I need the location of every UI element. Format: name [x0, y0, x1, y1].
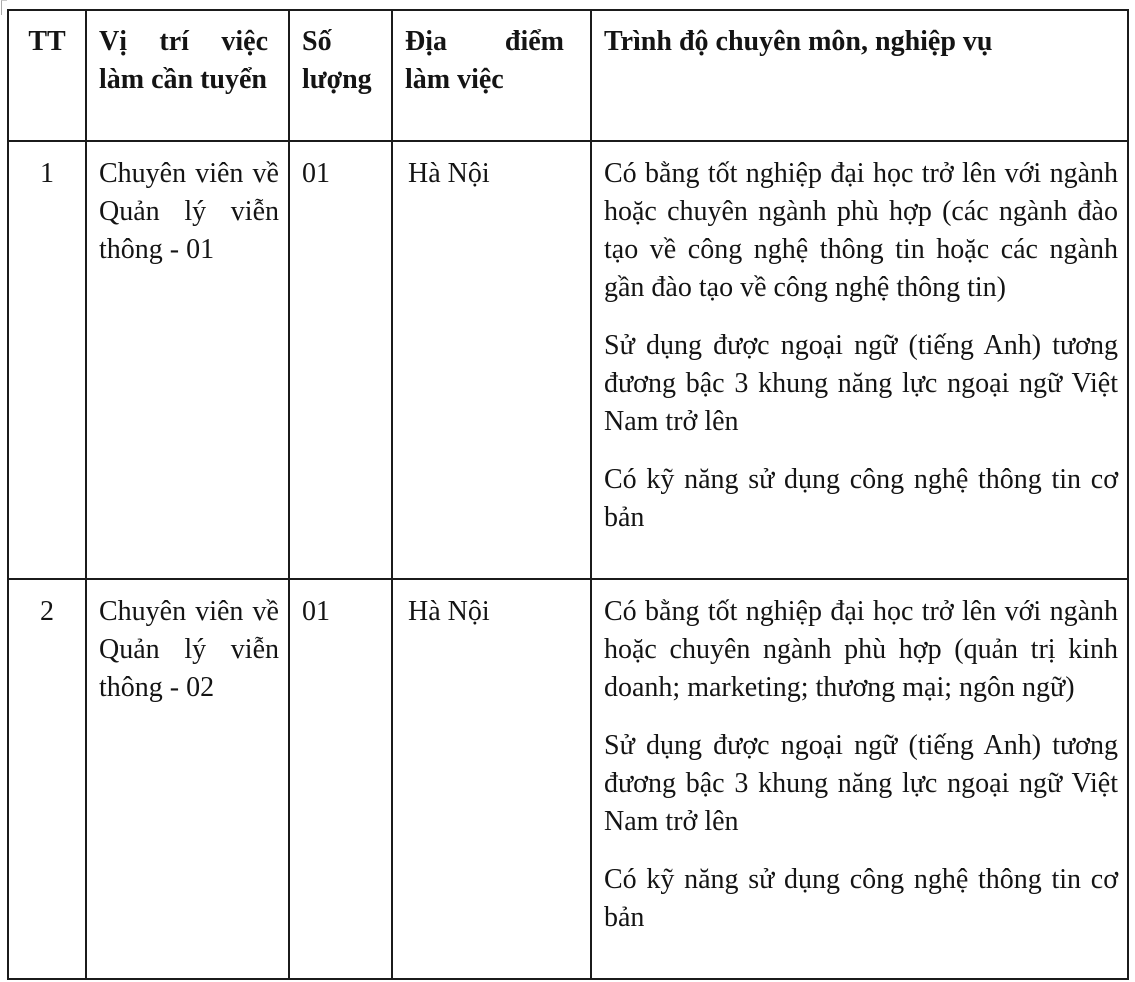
- header-requirements: Trình độ chuyên môn, nghiệp vụ: [591, 10, 1128, 141]
- cell-tt: 2: [8, 579, 86, 979]
- header-location: Địa điểm làm việc: [392, 10, 591, 141]
- recruitment-table: [7, 9, 1129, 980]
- cell-requirements: [591, 579, 1128, 979]
- requirement-paragraph: Sử dụng được ngoại ngữ (tiếng Anh) tương đương bậc 3 khung năng lực ngoại ngữ Việt Nam trở lên: [604, 330, 1118, 437]
- header-tt: TT: [8, 10, 86, 141]
- cell-tt: 1: [8, 141, 86, 579]
- table-row: [8, 579, 1128, 979]
- requirement-paragraph: Có kỹ năng sử dụng công nghệ thông tin cơ bản: [604, 464, 1118, 533]
- cell-location: Hà Nội: [392, 141, 591, 579]
- cell-quantity: 01: [289, 141, 392, 579]
- header-row: [8, 10, 1128, 141]
- table-row: [8, 141, 1128, 579]
- header-position: Vị trí việc làm cần tuyển: [86, 10, 289, 141]
- cell-position: Chuyên viên về Quản lý viễn thông - 01: [86, 141, 289, 579]
- cell-requirements: [591, 141, 1128, 579]
- requirement-paragraph: Có kỹ năng sử dụng công nghệ thông tin cơ bản: [604, 864, 1118, 933]
- requirement-paragraph: Sử dụng được ngoại ngữ (tiếng Anh) tương đương bậc 3 khung năng lực ngoại ngữ Việt Nam trở lên: [604, 730, 1118, 837]
- table-body: [8, 141, 1128, 979]
- requirement-paragraph: Có bằng tốt nghiệp đại học trở lên với ngành hoặc chuyên ngành phù hợp (quản trị kinh doanh; marketing; thương mại; ngôn ngữ): [604, 596, 1118, 703]
- header-quantity: Số lượng: [289, 10, 392, 141]
- cell-position: Chuyên viên về Quản lý viễn thông - 02: [86, 579, 289, 979]
- cell-location: Hà Nội: [392, 579, 591, 979]
- cell-quantity: 01: [289, 579, 392, 979]
- requirement-paragraph: Có bằng tốt nghiệp đại học trở lên với ngành hoặc chuyên ngành phù hợp (các ngành đào tạo về công nghệ thông tin hoặc các ngành gần đào tạo về công nghệ thông tin): [604, 158, 1118, 303]
- table-header: [8, 10, 1128, 141]
